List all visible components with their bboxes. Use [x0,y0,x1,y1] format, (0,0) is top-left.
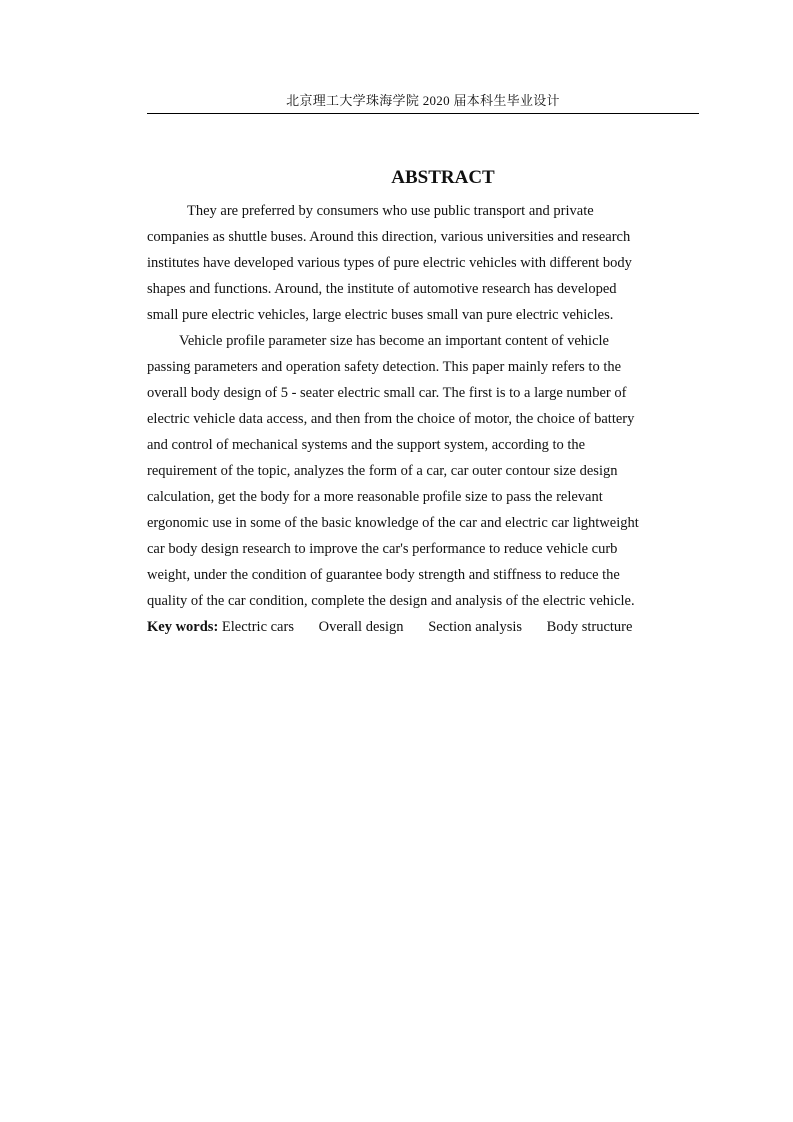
paragraph-line: ergonomic use in some of the basic knowledge of the car and electric car lightweight [147,515,639,531]
abstract-paragraph-1 [147,198,699,328]
keyword-item: Body structure [546,619,633,635]
paragraph-line: and control of mechanical systems and the support system, according to the [147,437,586,453]
keywords-line [147,614,699,640]
paragraph-line: overall body design of 5 - seater electric small car. The first is to a large number of [147,385,627,401]
abstract-title: ABSTRACT [391,167,495,188]
paragraph-line: requirement of the topic, analyzes the form of a car, car outer contour size design [147,463,618,479]
paragraph-line: quality of the car condition, complete the design and analysis of the electric vehicle. [147,593,635,609]
paragraph-line: car body design research to improve the car's performance to reduce vehicle curb [147,541,618,557]
paragraph-line: companies as shuttle buses. Around this direction, various universities and research [147,229,631,245]
paragraph-line: passing parameters and operation safety detection. This paper mainly refers to the [147,359,622,375]
page-header: 北京理工大学珠海学院 2020 届本科生毕业设计 [286,93,560,108]
header-rule [147,113,699,114]
paragraph-line: electric vehicle data access, and then from the choice of motor, the choice of battery [147,411,635,427]
keyword-item: Section analysis [428,619,523,635]
abstract-paragraph-2 [147,328,699,614]
keyword-item: Overall design [318,619,404,635]
paragraph-line: shapes and functions. Around, the institute of automotive research has developed [147,281,617,297]
paragraph-line: small pure electric vehicles, large electric buses small van pure electric vehicles. [147,307,614,323]
paragraph-line: institutes have developed various types of pure electric vehicles with different body [147,255,632,271]
paragraph-line: calculation, get the body for a more reasonable profile size to pass the relevant [147,489,603,505]
keyword-item: Electric cars [221,619,294,635]
abstract-body [147,198,699,640]
paragraph-line: Vehicle profile parameter size has become an important content of vehicle [179,333,609,349]
paragraph-line: They are preferred by consumers who use public transport and private [187,203,594,219]
keywords-label: Key words: [147,619,219,635]
paragraph-line: weight, under the condition of guarantee body strength and stiffness to reduce the [147,567,620,583]
